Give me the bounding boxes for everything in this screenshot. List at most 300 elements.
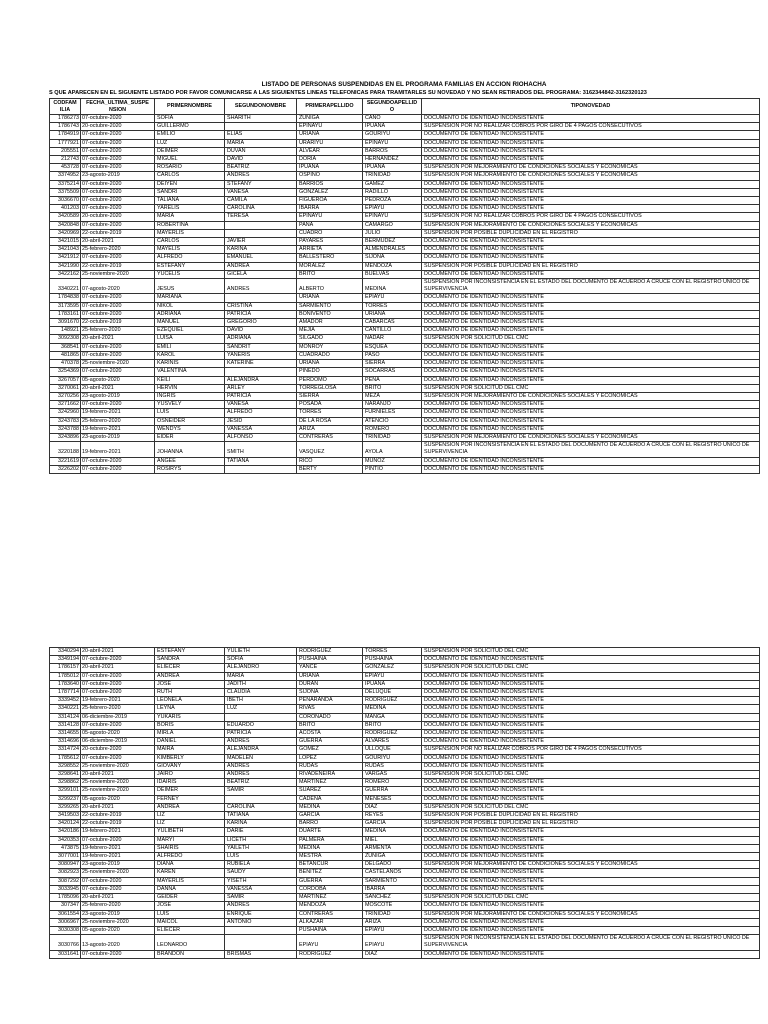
table-cell: SOFIA xyxy=(225,656,297,664)
table-cell: PATRICIA xyxy=(225,392,297,400)
table-cell: PATRICIA xyxy=(225,730,297,738)
table-cell: BRANDON xyxy=(155,950,225,958)
table-cell: TRINIDAD xyxy=(363,433,422,441)
table-cell: EPIAYU xyxy=(363,926,422,934)
table-cell: 3061554 xyxy=(50,910,81,918)
table-cell: DOCUMENTO DE IDENTIDAD INCONSISTENTE xyxy=(422,188,760,196)
table-cell: DOCUMENTO DE IDENTIDAD INCONSISTENTE xyxy=(422,844,760,852)
table-cell: GIOVANY xyxy=(155,762,225,770)
table-cell: LUIS xyxy=(225,853,297,861)
table-cell: TORREGLOSA xyxy=(297,384,363,392)
table-cell: IBARRA xyxy=(297,205,363,213)
table-cell: CARLOS xyxy=(155,172,225,180)
table-cell: 20-abril-2021 xyxy=(81,648,155,656)
table-cell: GARCIA xyxy=(363,820,422,828)
table-cell: 07-octubre-2020 xyxy=(81,877,155,885)
table-row xyxy=(50,894,760,902)
table-cell: PALMERA xyxy=(297,836,363,844)
table-cell: FURNIELES xyxy=(363,409,422,417)
table-cell: 3298641 xyxy=(50,771,81,779)
table-row xyxy=(50,787,760,795)
table-cell: EPIAYU xyxy=(363,672,422,680)
table-cell: DOCUMENTO DE IDENTIDAD INCONSISTENTE xyxy=(422,327,760,335)
table-cell: DOCUMENTO DE IDENTIDAD INCONSISTENTE xyxy=(422,238,760,246)
table-cell: SIERRA xyxy=(297,392,363,400)
table-cell: CAMARGO xyxy=(363,221,422,229)
table-row xyxy=(50,705,760,713)
table-cell: PANA xyxy=(297,221,363,229)
table-cell: 401203 xyxy=(50,205,81,213)
table-cell: 07-octubre-2020 xyxy=(81,950,155,958)
table-row xyxy=(50,754,760,762)
table-cell: DEIMER xyxy=(155,147,225,155)
table-body xyxy=(50,115,760,474)
table-cell: 07-octubre-2020 xyxy=(81,465,155,473)
table-cell: ALVEAR xyxy=(297,147,363,155)
table-cell: 1785096 xyxy=(50,894,81,902)
table-cell: CUADRADO xyxy=(297,351,363,359)
table-cell: DEIYEN xyxy=(155,180,225,188)
table-cell: RICO xyxy=(297,457,363,465)
table-cell: BEATRIZ xyxy=(225,164,297,172)
table-cell: 20-abril-2021 xyxy=(81,664,155,672)
table-cell: CAMILA xyxy=(225,197,297,205)
table-row xyxy=(50,254,760,262)
table-cell: DE LA ROSA xyxy=(297,417,363,425)
table-cell: ANDRES xyxy=(225,738,297,746)
table-row xyxy=(50,197,760,205)
table-cell: SUSPENSIÓN POR INCONSISTENCIA EN EL ESTADO DEL DOCUMENTO DE ACUERDO A CRUCE CON EL REGISTRO ÚNICO DE SUPERVIVENCIA xyxy=(422,935,760,950)
table-cell: 3173595 xyxy=(50,302,81,310)
table-cell: SUSPENSIÓN POR NO REALIZAR COBROS POR GIRO DE 4 PAGOS CONSECUTIVOS xyxy=(422,123,760,131)
table-cell: 07-octubre-2020 xyxy=(81,197,155,205)
table-cell: ALEJANDRA xyxy=(225,376,297,384)
table-cell: GOURIYU xyxy=(363,754,422,762)
table-cell: DOCUMENTO DE IDENTIDAD INCONSISTENTE xyxy=(422,147,760,155)
table-row xyxy=(50,950,760,958)
table-row xyxy=(50,409,760,417)
table-cell: KIMBERLY xyxy=(155,754,225,762)
table-cell: 25-noviembre-2020 xyxy=(81,270,155,278)
table-cell: SUSPENSION POR MEJORAMIENTO DE CONDICIONES SOCIALES Y ECONOMICAS xyxy=(422,392,760,400)
table-cell: 212743 xyxy=(50,156,81,164)
table-cell: 3420848 xyxy=(50,221,81,229)
table-cell: 22-octubre-2019 xyxy=(81,262,155,270)
table-cell: ANDRES xyxy=(225,279,297,294)
table-cell: 3030766 xyxy=(50,935,81,950)
table-cell: DOCUMENTO DE IDENTIDAD INCONSISTENTE xyxy=(422,360,760,368)
table-cell: NARANJO xyxy=(363,401,422,409)
table-cell: EMILIO xyxy=(155,131,225,139)
table-cell: 07-octubre-2020 xyxy=(81,164,155,172)
table-cell: 3298862 xyxy=(50,779,81,787)
table-cell: 3340294 xyxy=(50,648,81,656)
table-cell: DOCUMENTO DE IDENTIDAD INCONSISTENTE xyxy=(422,828,760,836)
table-cell: ALFREDO xyxy=(225,409,297,417)
table-cell: DANNA xyxy=(155,885,225,893)
table-cell: 3270256 xyxy=(50,392,81,400)
table-row xyxy=(50,164,760,172)
table-cell: YULIBETH xyxy=(155,828,225,836)
table-cell: 07-octubre-2020 xyxy=(81,351,155,359)
table-cell: 25-febrero-2020 xyxy=(81,327,155,335)
table-cell: 453728 xyxy=(50,164,81,172)
table-cell: LEYNA xyxy=(155,705,225,713)
table-cell: BALLESTERO xyxy=(297,254,363,262)
table-row xyxy=(50,828,760,836)
table-cell: EPINAYU xyxy=(363,213,422,221)
table-cell: SHARITH xyxy=(225,115,297,123)
table-cell: DOCUMENTO DE IDENTIDAD INCONSISTENTE xyxy=(422,465,760,473)
table-cell: MEDINA xyxy=(363,705,422,713)
table-cell: TATIANA xyxy=(225,812,297,820)
table-cell: EPIAYU xyxy=(363,205,422,213)
table-cell: 25-febrero-2020 xyxy=(81,417,155,425)
table-cell: 3421912 xyxy=(50,254,81,262)
table-cell: ANDREA xyxy=(155,672,225,680)
table-cell: 1777921 xyxy=(50,139,81,147)
table-row xyxy=(50,689,760,697)
suspended-persons-table-continued xyxy=(49,647,760,959)
table-cell: VALENTINA xyxy=(155,368,225,376)
table-cell: DOCUMENTO DE IDENTIDAD INCONSISTENTE xyxy=(422,246,760,254)
table-cell: 3314655 xyxy=(50,730,81,738)
table-cell: 19-febrero-2021 xyxy=(81,409,155,417)
table-cell: FIGUEROA xyxy=(297,197,363,205)
table-cell: BRITO xyxy=(297,721,363,729)
table-row xyxy=(50,926,760,934)
table-row xyxy=(50,902,760,910)
table-row xyxy=(50,156,760,164)
table-cell: 05-agosto-2020 xyxy=(81,730,155,738)
table-cell: DAVID xyxy=(225,327,297,335)
table-cell: DOCUMENTO DE IDENTIDAD INCONSISTENTE xyxy=(422,197,760,205)
table-cell: CADENA xyxy=(297,795,363,803)
table-cell: DOCUMENTO DE IDENTIDAD INCONSISTENTE xyxy=(422,926,760,934)
table-cell: CARLOS xyxy=(155,238,225,246)
table-cell: DOCUMENTO DE IDENTIDAD INCONSISTENTE xyxy=(422,762,760,770)
table-cell: MEDINA xyxy=(363,828,422,836)
table-cell: 19-febrero-2021 xyxy=(81,442,155,457)
table-cell: MENDOZA xyxy=(363,262,422,270)
table-row xyxy=(50,384,760,392)
table-cell: 07-octubre-2020 xyxy=(81,368,155,376)
table-row xyxy=(50,417,760,425)
table-cell: SOFIA xyxy=(155,115,225,123)
table-cell: DOCUMENTO DE IDENTIDAD INCONSISTENTE xyxy=(422,730,760,738)
table-cell: 23-agosto-2019 xyxy=(81,910,155,918)
table-cell: 1787714 xyxy=(50,689,81,697)
table-cell: CONTRERAS xyxy=(297,910,363,918)
table-cell: SAMIR xyxy=(225,787,297,795)
table-cell: ENRIQUE xyxy=(225,910,297,918)
table-cell: MARIA xyxy=(155,213,225,221)
table-cell: 3314696 xyxy=(50,738,81,746)
table-cell: 3006967 xyxy=(50,918,81,926)
table-cell: LEONELA xyxy=(155,697,225,705)
table-cell: ESQUEA xyxy=(363,343,422,351)
table-row xyxy=(50,123,760,131)
table-cell: JAVIER xyxy=(225,238,297,246)
table-cell: DANIEL xyxy=(155,738,225,746)
table-cell: 06-diciembre-2019 xyxy=(81,738,155,746)
table-cell: DOCUMENTO DE IDENTIDAD INCONSISTENTE xyxy=(422,417,760,425)
table-row xyxy=(50,221,760,229)
table-cell: SUSPENSION POR MEJORAMIENTO DE CONDICIONES SOCIALES Y ECONOMICAS xyxy=(422,221,760,229)
table-cell: SUSPENSIÓN POR NO REALIZAR COBROS POR GIRO DE 4 PAGOS CONSECUTIVOS xyxy=(422,213,760,221)
table-cell: EPINAYU xyxy=(297,123,363,131)
table-cell: ARMENTA xyxy=(363,844,422,852)
table-row xyxy=(50,270,760,278)
table-row xyxy=(50,262,760,270)
table-cell: DOCUMENTO DE IDENTIDAD INCONSISTENTE xyxy=(422,738,760,746)
table-row xyxy=(50,697,760,705)
table-cell: MAICOL xyxy=(155,918,225,926)
table-cell: CANO xyxy=(363,115,422,123)
table-cell: MARTINEZ xyxy=(297,894,363,902)
table-cell: BARRIOS xyxy=(297,180,363,188)
table-cell: 20-abril-2021 xyxy=(81,384,155,392)
table-cell: 3375509 xyxy=(50,188,81,196)
table-cell: IBETH xyxy=(225,697,297,705)
table-cell: 07-octubre-2020 xyxy=(81,836,155,844)
table-cell: 07-octubre-2020 xyxy=(81,205,155,213)
table-cell: DELUQUE xyxy=(363,689,422,697)
table-cell: ANTONIO xyxy=(225,918,297,926)
table-cell: 3082923 xyxy=(50,869,81,877)
table-row xyxy=(50,795,760,803)
table-cell: GOMEZ xyxy=(297,746,363,754)
table-cell: JADITH xyxy=(225,680,297,688)
table-cell: DUARTE xyxy=(297,828,363,836)
table-cell: YARELIS xyxy=(155,205,225,213)
table-cell: IBARRA xyxy=(363,885,422,893)
table-cell: DOCUMENTO DE IDENTIDAD INCONSISTENTE xyxy=(422,376,760,384)
table-cell: PINTIO xyxy=(363,465,422,473)
table-cell: GONZALEZ xyxy=(297,188,363,196)
document-subtitle: S QUE APARECEN EN EL SIGUIENTE LISTADO POR FAVOR COMUNICARSE A LAS SIGUIENTES LINEAS TELEFONICAS PARA TRAMITARLES SU NOVEDAD Y NO SEAN RETIRADOS DEL PROGRAMA: 3162344842-3162320123 xyxy=(49,90,647,96)
table-cell: CLAUDIA xyxy=(225,689,297,697)
table-cell: BRITO xyxy=(363,384,422,392)
table-cell: 3420124 xyxy=(50,820,81,828)
table-cell: MARTINEZ xyxy=(297,779,363,787)
table-cell: 19-febrero-2021 xyxy=(81,425,155,433)
table-cell: MEZA xyxy=(363,392,422,400)
table-cell: MANGA xyxy=(363,713,422,721)
table-cell xyxy=(225,926,297,934)
table-cell: ALFREDO xyxy=(155,254,225,262)
table-cell: 25-febrero-2020 xyxy=(81,246,155,254)
table-cell: URIANA xyxy=(297,131,363,139)
table-row xyxy=(50,139,760,147)
table-cell: CRISTINA xyxy=(225,302,297,310)
table-cell: MARIANA xyxy=(155,294,225,302)
table-cell: VANESSA xyxy=(225,885,297,893)
table-cell: DOCUMENTO DE IDENTIDAD INCONSISTENTE xyxy=(422,754,760,762)
table-row xyxy=(50,279,760,294)
table-cell: 22-octubre-2019 xyxy=(81,319,155,327)
table-cell: 3340221 xyxy=(50,279,81,294)
table-row xyxy=(50,656,760,664)
table-cell: JOSE xyxy=(155,680,225,688)
table-header-row xyxy=(50,99,760,115)
table-row xyxy=(50,180,760,188)
table-cell: IPUANA xyxy=(297,164,363,172)
table-cell: EPIAYU xyxy=(297,935,363,950)
table-cell: 3299237 xyxy=(50,795,81,803)
table-cell: VARGAS xyxy=(363,771,422,779)
table-cell: KAREN xyxy=(155,869,225,877)
table-cell: 07-octubre-2020 xyxy=(81,343,155,351)
table-cell: EZEQUIEL xyxy=(155,327,225,335)
table-cell: DOCUMENTO DE IDENTIDAD INCONSISTENTE xyxy=(422,131,760,139)
table-cell: 07-octubre-2020 xyxy=(81,147,155,155)
table-cell: SUSPENSIÓN POR SOLICITUD DEL CMC xyxy=(422,384,760,392)
table-cell: BRITO xyxy=(297,270,363,278)
table-cell: REYES xyxy=(363,812,422,820)
table-cell: BETANCUR xyxy=(297,861,363,869)
table-cell: BERMUDEZ xyxy=(363,238,422,246)
table-cell xyxy=(225,935,297,950)
table-cell: YISETH xyxy=(225,877,297,885)
table-cell: RIVADENEIRA xyxy=(297,771,363,779)
table-cell: MAYELIS xyxy=(155,246,225,254)
table-cell: 3339452 xyxy=(50,697,81,705)
table-row xyxy=(50,771,760,779)
table-cell: 23-agosto-2019 xyxy=(81,861,155,869)
suspended-persons-table xyxy=(49,98,760,474)
table-cell: SILGADO xyxy=(297,335,363,343)
table-cell: ARLEY xyxy=(225,384,297,392)
table-row xyxy=(50,664,760,672)
table-cell: 20-octubre-2020 xyxy=(81,123,155,131)
table-cell: DOCUMENTO DE IDENTIDAD INCONSISTENTE xyxy=(422,918,760,926)
table-cell: ALKAZAR xyxy=(297,918,363,926)
table-cell: DOCUMENTO DE IDENTIDAD INCONSISTENTE xyxy=(422,656,760,664)
table-cell: 23-agosto-2019 xyxy=(81,172,155,180)
table-cell: ALBERTO xyxy=(297,279,363,294)
table-cell: 07-octubre-2020 xyxy=(81,689,155,697)
table-cell: DOCUMENTO DE IDENTIDAD INCONSISTENTE xyxy=(422,156,760,164)
table-cell: 3092308 xyxy=(50,335,81,343)
table-cell: BERTY xyxy=(297,465,363,473)
header-codfamilia: CODFAM ILIA xyxy=(50,99,81,115)
table-cell: 3419503 xyxy=(50,812,81,820)
table-cell: 3314724 xyxy=(50,746,81,754)
table-cell: MADELEN xyxy=(225,754,297,762)
table-cell: LUISA xyxy=(155,335,225,343)
table-cell: 07-octubre-2020 xyxy=(81,294,155,302)
table-cell: 20-octubre-2020 xyxy=(81,746,155,754)
table-cell: URIANA xyxy=(363,310,422,318)
table-cell: 3271662 xyxy=(50,401,81,409)
table-cell: DOCUMENTO DE IDENTIDAD INCONSISTENTE xyxy=(422,836,760,844)
table-cell: 1784919 xyxy=(50,131,81,139)
table-cell: LICETH xyxy=(225,836,297,844)
table-cell: DOCUMENTO DE IDENTIDAD INCONSISTENTE xyxy=(422,115,760,123)
table-cell: DOCUMENTO DE IDENTIDAD INCONSISTENTE xyxy=(422,294,760,302)
table-cell: 3091670 xyxy=(50,319,81,327)
table-cell: 23-agosto-2019 xyxy=(81,392,155,400)
table-cell: GICELA xyxy=(225,270,297,278)
table-row xyxy=(50,442,760,457)
table-row xyxy=(50,746,760,754)
table-row xyxy=(50,738,760,746)
table-cell: 22-octubre-2019 xyxy=(81,229,155,237)
table-cell: CABARCAS xyxy=(363,319,422,327)
table-cell: SUSPENSIÓN POR SOLICITUD DEL CMC xyxy=(422,803,760,811)
table-cell: LUZ xyxy=(155,139,225,147)
table-cell: 3420589 xyxy=(50,213,81,221)
table-cell: DOCUMENTO DE IDENTIDAD INCONSISTENTE xyxy=(422,721,760,729)
table-cell: RADILLO xyxy=(363,188,422,196)
table-cell: 3220188 xyxy=(50,442,81,457)
table-cell: MEJIA xyxy=(297,327,363,335)
table-cell: MARIA xyxy=(225,139,297,147)
table-row xyxy=(50,836,760,844)
table-cell: DOCUMENTO DE IDENTIDAD INCONSISTENTE xyxy=(422,302,760,310)
table-cell: LUZ xyxy=(225,705,297,713)
table-cell: BEATRIZ xyxy=(225,779,297,787)
table-cell: DIANA xyxy=(155,861,225,869)
table-cell: PINEDO xyxy=(297,368,363,376)
table-cell: 22-octubre-2019 xyxy=(81,820,155,828)
table-cell: 3030308 xyxy=(50,926,81,934)
table-cell: SANDRA xyxy=(155,656,225,664)
table-cell: SUSPENSIÓN POR SOLICITUD DEL CMC xyxy=(422,771,760,779)
table-row xyxy=(50,335,760,343)
table-row xyxy=(50,327,760,335)
table-cell: DOCUMENTO DE IDENTIDAD INCONSISTENTE xyxy=(422,795,760,803)
table-cell: STEFANY xyxy=(225,180,297,188)
table-cell: AMADOR xyxy=(297,319,363,327)
table-cell: HERVIN xyxy=(155,384,225,392)
table-cell: SUAREZ xyxy=(297,787,363,795)
table-cell: YULIETH xyxy=(225,648,297,656)
table-row xyxy=(50,205,760,213)
table-cell: URIANA xyxy=(297,360,363,368)
table-cell: SUSPENSIÓN POR INCONSISTENCIA EN EL ESTADO DEL DOCUMENTO DE ACUERDO A CRUCE CON EL REGISTRO ÚNICO DE SUPERVIVENCIA xyxy=(422,279,760,294)
table-cell: DOCUMENTO DE IDENTIDAD INCONSISTENTE xyxy=(422,705,760,713)
table-cell: 07-octubre-2020 xyxy=(81,139,155,147)
table-cell: 07-octubre-2020 xyxy=(81,115,155,123)
table-cell: MAIRA xyxy=(155,746,225,754)
table-cell: ALMENDRALES xyxy=(363,246,422,254)
table-cell: CUADRO xyxy=(297,229,363,237)
table-cell: VANESA xyxy=(225,188,297,196)
table-cell: 1783640 xyxy=(50,680,81,688)
table-cell: ELIECER xyxy=(155,926,225,934)
table-cell: ANDREA xyxy=(225,262,297,270)
table-cell: 05-agosto-2020 xyxy=(81,376,155,384)
table-cell: EPINAYU xyxy=(363,139,422,147)
table-row xyxy=(50,294,760,302)
table-cell: YUCELIS xyxy=(155,270,225,278)
table-cell: DOCUMENTO DE IDENTIDAD INCONSISTENTE xyxy=(422,270,760,278)
table-row xyxy=(50,457,760,465)
table-cell: EPIAYU xyxy=(363,294,422,302)
table-cell: 07-octubre-2020 xyxy=(81,156,155,164)
table-cell: GUERRA xyxy=(297,877,363,885)
header-tiponovedad: TIPONOVEDAD xyxy=(422,99,760,115)
table-cell: GUERRA xyxy=(297,738,363,746)
table-cell xyxy=(225,221,297,229)
table-cell: 20-abril-2021 xyxy=(81,771,155,779)
table-cell xyxy=(225,294,297,302)
table-cell: ULLOQUE xyxy=(363,746,422,754)
table-cell: POSADA xyxy=(297,401,363,409)
table-cell: 3420186 xyxy=(50,828,81,836)
